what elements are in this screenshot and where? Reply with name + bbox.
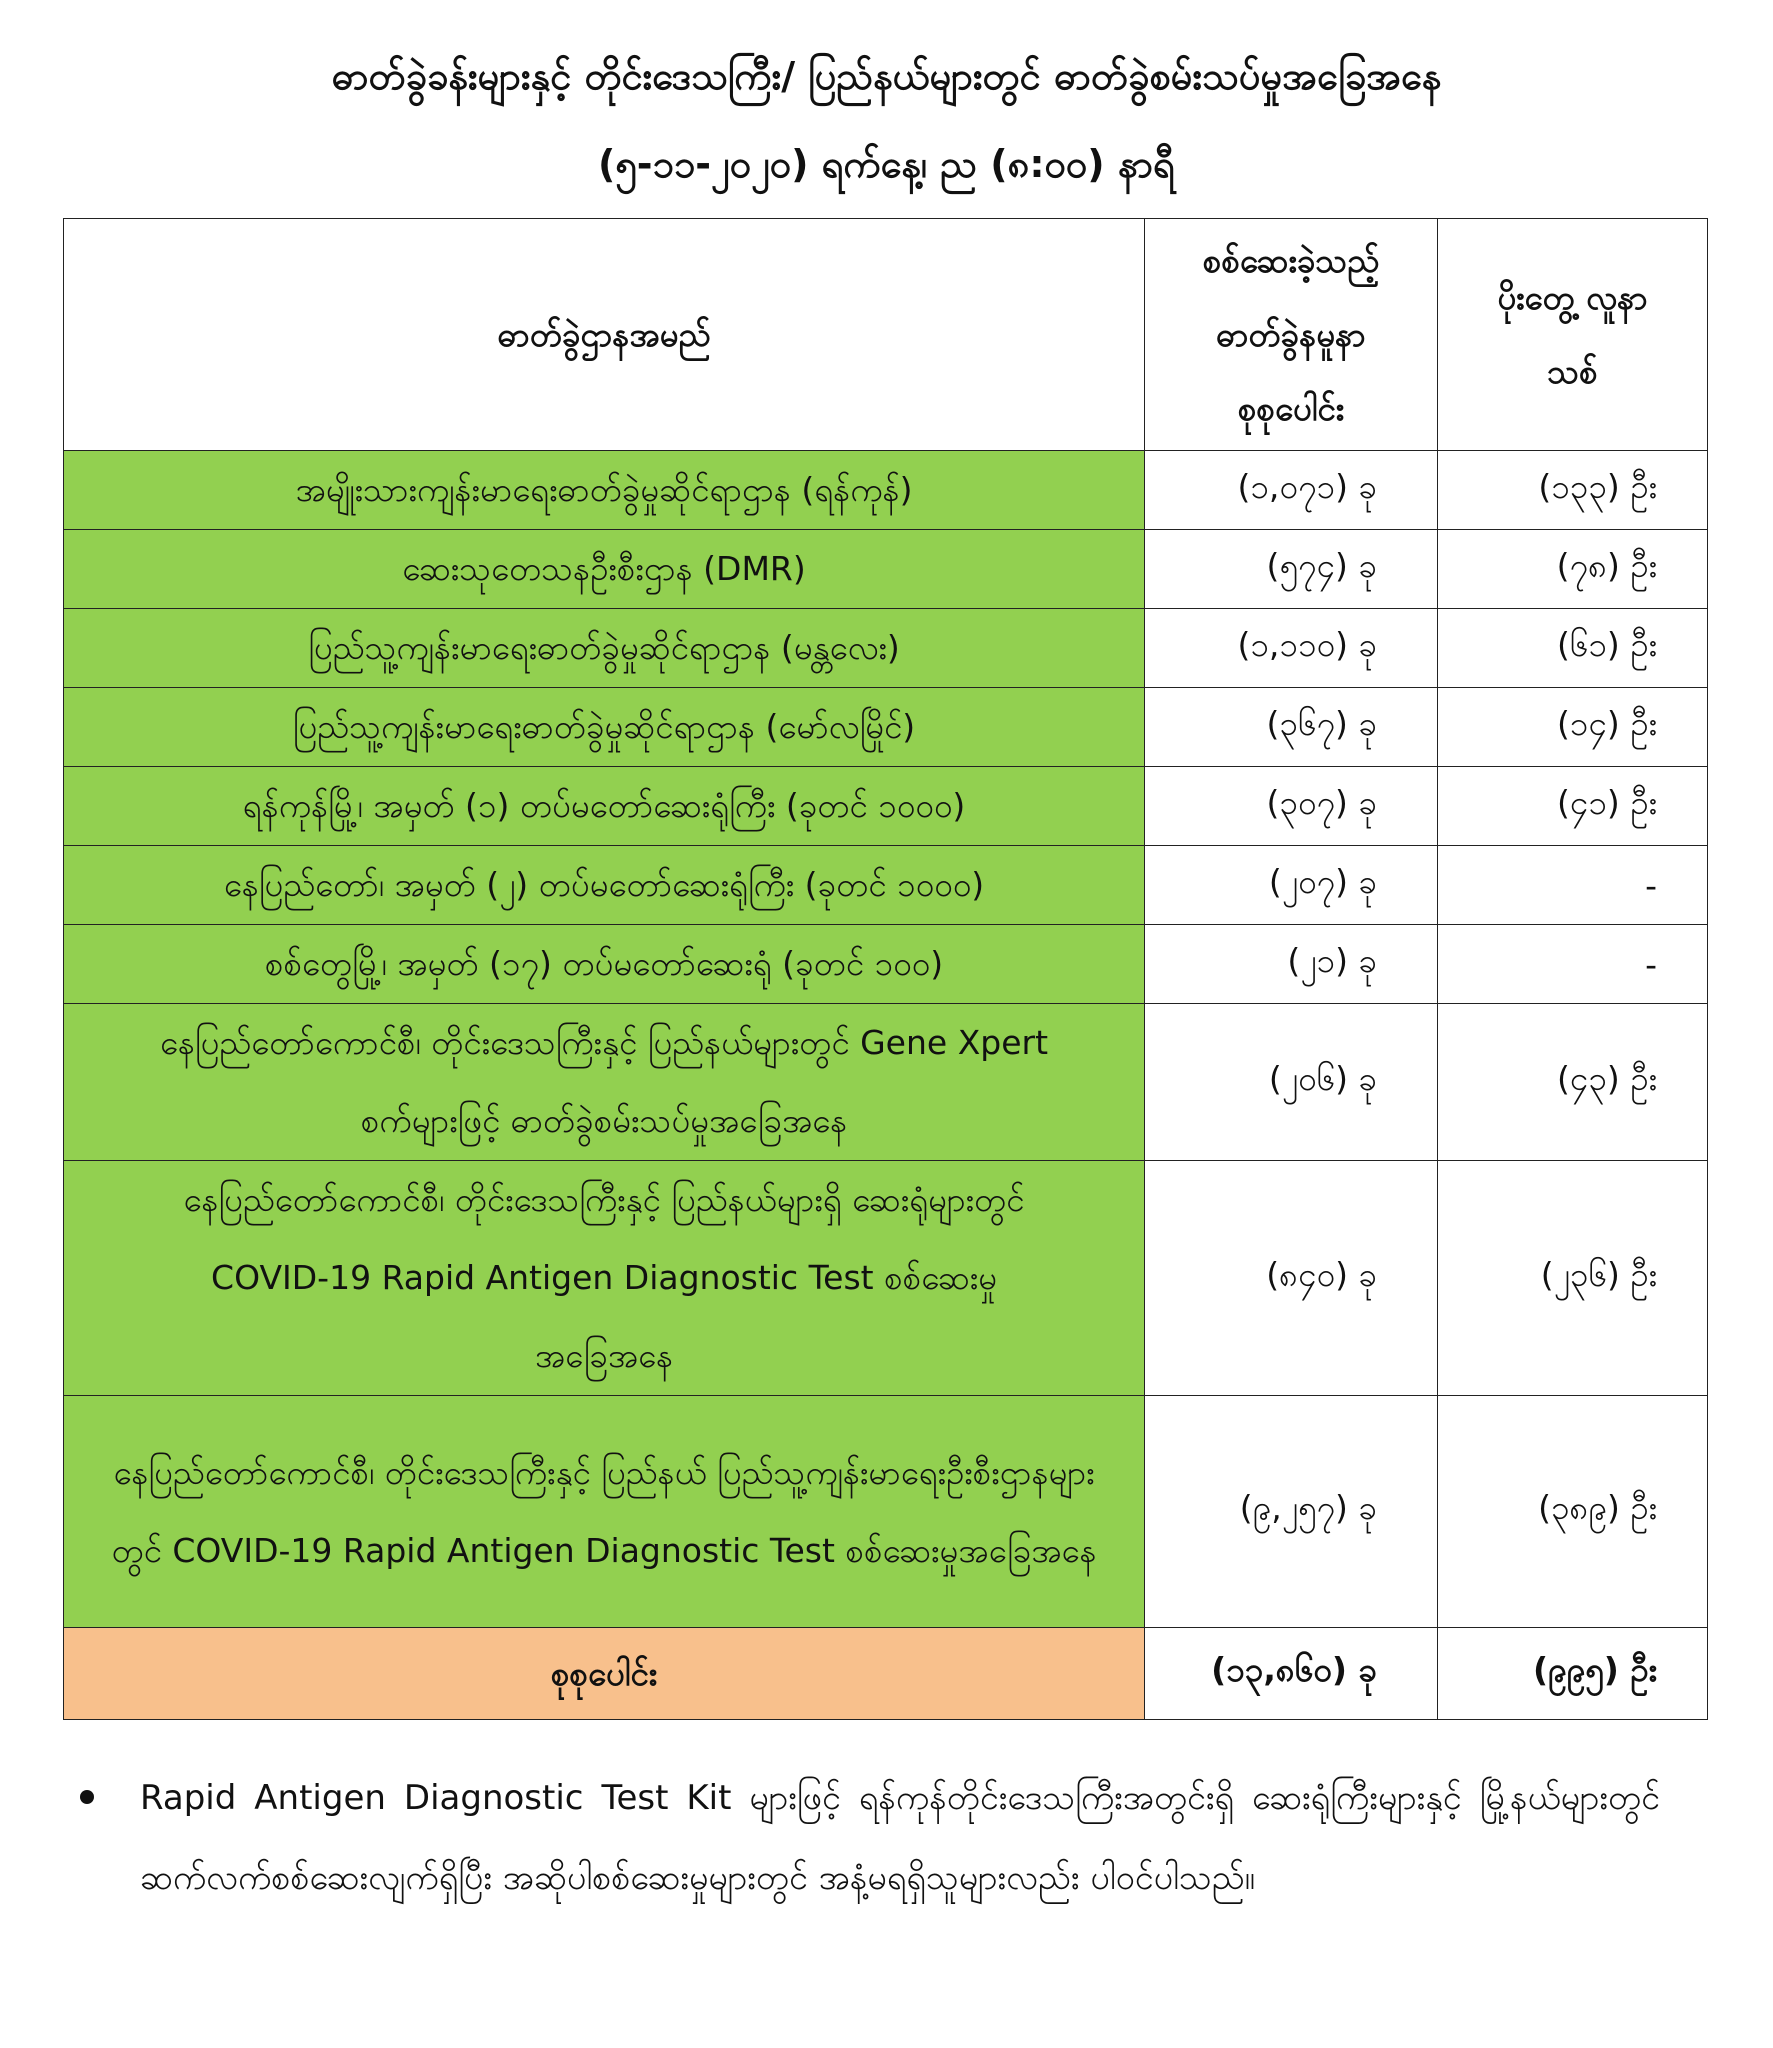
lab-name-cell: နေပြည်တော်ကောင်စီ၊ တိုင်းဒေသကြီးနှင့် ပြည်နယ်များတွင် Gene Xpert စက်များဖြင့် ဓာတ်ခွဲစမ်းသပ်မှုအခြေအနေ — [64, 1004, 1145, 1161]
total-tested-cell: (၁၃,၈၆၀) ခု — [1145, 1628, 1438, 1720]
total-label-cell: စုစုပေါင်း — [64, 1628, 1145, 1720]
lab-name-cell: ရန်ကုန်မြို့၊ အမှတ် (၁) တပ်မတော်ဆေးရုံကြီး (ခုတင် ၁၀၀၀) — [64, 767, 1145, 846]
header-lab-name: ဓာတ်ခွဲဌာနအမည် — [64, 219, 1145, 451]
tested-cell: (၁,၀၇၁) ခု — [1145, 451, 1438, 530]
positive-cell: - — [1438, 925, 1708, 1004]
lab-testing-table — [63, 218, 1708, 1720]
positive-cell: (၄၃) ဦး — [1438, 1004, 1708, 1161]
positive-cell: (၇၈) ဦး — [1438, 530, 1708, 609]
table-row — [64, 688, 1708, 767]
tested-cell: (၂၀၆) ခု — [1145, 1004, 1438, 1161]
table-row — [64, 530, 1708, 609]
table-row — [64, 767, 1708, 846]
table-row — [64, 1396, 1708, 1628]
positive-cell: (၃၈၉) ဦး — [1438, 1396, 1708, 1628]
lab-name-cell: ဆေးသုတေသနဦးစီးဌာန (DMR) — [64, 530, 1145, 609]
tested-cell: (၃၆၇) ခု — [1145, 688, 1438, 767]
lab-name-cell: နေပြည်တော်ကောင်စီ၊ တိုင်းဒေသကြီးနှင့် ပြည်နယ် ပြည်သူ့ကျန်းမာရေးဦးစီးဌာနများတွင် COVID-19 Rapid Antigen Diagnostic Test စစ်ဆေးမှုအခြေအနေ — [64, 1396, 1145, 1628]
footnote-text: Rapid Antigen Diagnostic Test Kit များဖြင့် ရန်ကုန်တိုင်းဒေသကြီးအတွင်းရှိ ဆေးရုံကြီးများနှင့် မြို့နယ်များတွင် ဆက်လက်စစ်ဆေးလျက်ရှိပြီး အဆိုပါစစ်ဆေးမှုများတွင် အနံ့မရရှိသူများလည်း ပါဝင်ပါသည်။ — [140, 1778, 1660, 1898]
table-total-row — [64, 1628, 1708, 1720]
lab-name-cell: ပြည်သူ့ကျန်းမာရေးဓာတ်ခွဲမှုဆိုင်ရာဌာန (မန္တလေး) — [64, 609, 1145, 688]
tested-cell: (၂၁) ခု — [1145, 925, 1438, 1004]
bullet-icon — [80, 1790, 94, 1804]
table-row — [64, 846, 1708, 925]
lab-name-cell: အမျိုးသားကျန်းမာရေးဓာတ်ခွဲမှုဆိုင်ရာဌာန (ရန်ကုန်) — [64, 451, 1145, 530]
positive-cell: (၂၃၆) ဦး — [1438, 1161, 1708, 1396]
header-tested-total: စစ်ဆေးခဲ့သည့် ဓာတ်ခွဲနမူနာ စုစုပေါင်း — [1145, 219, 1438, 451]
table-header-row — [64, 219, 1708, 451]
header-new-positive: ပိုးတွေ့ လူနာသစ် — [1438, 219, 1708, 451]
positive-cell: (၆၁) ဦး — [1438, 609, 1708, 688]
lab-name-cell: နေပြည်တော်ကောင်စီ၊ တိုင်းဒေသကြီးနှင့် ပြည်နယ်များရှိ ဆေးရုံများတွင် COVID-19 Rapid Antigen Diagnostic Test စစ်ဆေးမှုအခြေအနေ — [64, 1161, 1145, 1396]
positive-cell: (၄၁) ဦး — [1438, 767, 1708, 846]
table-row — [64, 1004, 1708, 1161]
total-positive-cell: (၉၉၅) ဦး — [1438, 1628, 1708, 1720]
tested-cell: (၈၄၀) ခု — [1145, 1161, 1438, 1396]
table-row — [64, 925, 1708, 1004]
positive-cell: - — [1438, 846, 1708, 925]
tested-cell: (၉,၂၅၇) ခု — [1145, 1396, 1438, 1628]
tested-cell: (၃၀၇) ခု — [1145, 767, 1438, 846]
table-row — [64, 451, 1708, 530]
lab-name-cell: နေပြည်တော်၊ အမှတ် (၂) တပ်မတော်ဆေးရုံကြီး (ခုတင် ၁၀၀၀) — [64, 846, 1145, 925]
lab-name-cell: စစ်တွေမြို့၊ အမှတ် (၁၇) တပ်မတော်ဆေးရုံ (ခုတင် ၁၀၀) — [64, 925, 1145, 1004]
positive-cell: (၁၄) ဦး — [1438, 688, 1708, 767]
positive-cell: (၁၃၃) ဦး — [1438, 451, 1708, 530]
tested-cell: (၂၀၇) ခု — [1145, 846, 1438, 925]
tested-cell: (၅၇၄) ခု — [1145, 530, 1438, 609]
lab-name-cell: ပြည်သူ့ကျန်းမာရေးဓာတ်ခွဲမှုဆိုင်ရာဌာန (မော်လမြိုင်) — [64, 688, 1145, 767]
tested-cell: (၁,၁၁၀) ခု — [1145, 609, 1438, 688]
page-title: ဓာတ်ခွဲခန်းများနှင့် တိုင်းဒေသကြီး/ ပြည်နယ်များတွင် ဓာတ်ခွဲစမ်းသပ်မှုအခြေအနေ — [331, 54, 1442, 98]
page-subtitle-date: (၅-၁၁-၂၀၂၀) ရက်နေ့၊ ည (၈:၀၀) နာရီ — [598, 142, 1175, 186]
table-row — [64, 609, 1708, 688]
table-row — [64, 1161, 1708, 1396]
